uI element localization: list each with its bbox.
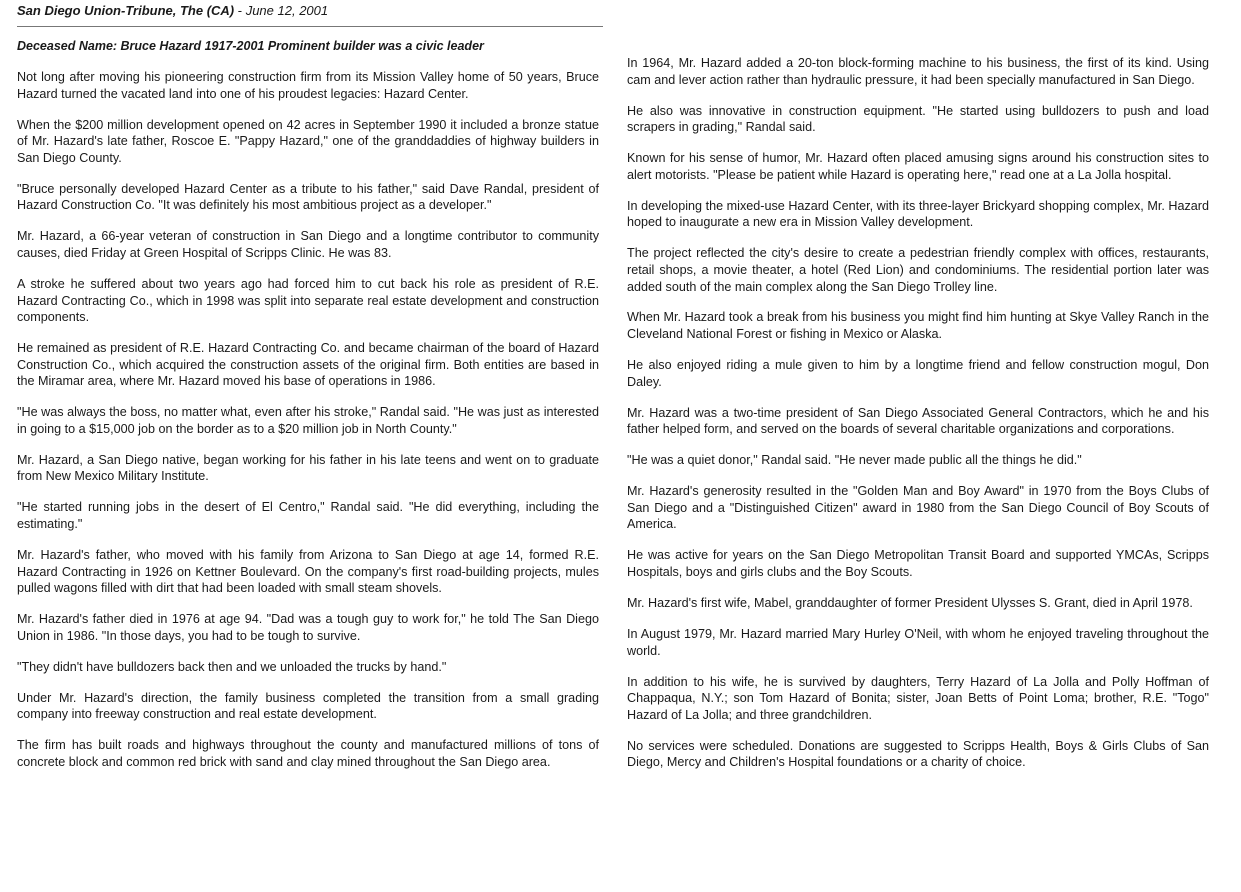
source-separator: - [234, 3, 246, 18]
right-column [627, 55, 1209, 785]
paragraph: In developing the mixed-use Hazard Center, with its three-layer Brickyard shopping complex, Mr. Hazard hoped to inaugurate a new era in Mission Valley development. [627, 198, 1209, 230]
left-column [17, 69, 599, 785]
publication-name: San Diego Union-Tribune, The (CA) [17, 3, 235, 18]
paragraph: He also was innovative in construction equipment. "He started using bulldozers to push and load scrapers in grading," Randal said. [627, 103, 1209, 135]
paragraph: He remained as president of R.E. Hazard Contracting Co. and became chairman of the board of Hazard Construction Co., which acquired the construction assets of the original firm. Both entities are based in the Miramar area, where Mr. Hazard moved his base of operations in 1986. [17, 341, 599, 389]
paragraph: "He was always the boss, no matter what, even after his stroke," Randal said. "He was just as interested in going to a $15,000 job on the border as to a $20 million job in North County." [17, 405, 599, 436]
paragraph: Mr. Hazard's father, who moved with his family from Arizona to San Diego at age 14, formed R.E. Hazard Contracting in 1926 on Kettner Boulevard. On the company's first road-building projects, mules pulled wagons filled with dirt that had been loaded with small steam shovels. [17, 547, 599, 596]
paragraph: Not long after moving his pioneering construction firm from its Mission Valley home of 50 years, Bruce Hazard turned the vacated land into one of his proudest legacies: Hazard Center. [17, 70, 599, 101]
paragraph: Mr. Hazard's father died in 1976 at age 94. "Dad was a tough guy to work for," he told The San Diego Union in 1986. "In those days, you had to be tough to survive. [17, 612, 599, 643]
paragraph: Under Mr. Hazard's direction, the family business completed the transition from a small grading company into freeway construction and real estate development. [17, 690, 599, 722]
article-headline: Deceased Name: Bruce Hazard 1917-2001 Prominent builder was a civic leader [17, 39, 484, 53]
paragraph: In addition to his wife, he is survived by daughters, Terry Hazard of La Jolla and Polly Hoffman of Chappaqua, N.Y.; son Tom Hazard of Bonita; sister, Joan Betts of Point Loma; brother, R.E. "Togo" Hazard of La Jolla; and three grandchildren. [627, 674, 1209, 722]
paragraph: Mr. Hazard was a two-time president of San Diego Associated General Contractors, which he and his father helped form, and served on the boards of several charitable organizations and corporations. [627, 405, 1209, 437]
paragraph: When Mr. Hazard took a break from his business you might find him hunting at Skye Valley Ranch in the Cleveland National Forest or fishing in Mexico or Alaska. [627, 310, 1209, 342]
paragraph: When the $200 million development opened on 42 acres in September 1990 it included a bronze statue of Mr. Hazard's late father, Roscoe E. "Pappy Hazard," one of the granddaddies of highway builders in San Diego County. [17, 117, 599, 165]
paragraph: "He was a quiet donor," Randal said. "He never made public all the things he did." [627, 453, 1082, 468]
source-line [17, 2, 603, 20]
paragraph: Mr. Hazard's generosity resulted in the "Golden Man and Boy Award" in 1970 from the Boys Clubs of San Diego and a "Distinguished Citizen" award in 1980 from the San Diego Council of Boy Scouts of America. [627, 484, 1209, 532]
paragraph: In August 1979, Mr. Hazard married Mary Hurley O'Neil, with whom he enjoyed traveling throughout the world. [627, 626, 1209, 658]
paragraph: "They didn't have bulldozers back then and we unloaded the trucks by hand." [17, 659, 447, 674]
paragraph: Mr. Hazard, a 66-year veteran of construction in San Diego and a longtime contributor to community causes, died Friday at Green Hospital of Scripps Clinic. He was 83. [17, 229, 599, 260]
paragraph: Known for his sense of humor, Mr. Hazard often placed amusing signs around his construction sites to alert motorists. "Please be patient while Hazard is operating here," read one at a La Jolla hospital. [627, 151, 1209, 182]
header-divider [17, 26, 603, 27]
paragraph: No services were scheduled. Donations are suggested to Scripps Health, Boys & Girls Clubs of San Diego, Mercy and Children's Hospital foundations or a charity of choice. [627, 738, 1209, 770]
paragraph: The project reflected the city's desire to create a pedestrian friendly complex with offices, restaurants, retail shops, a movie theater, a hotel (Red Lion) and condominiums. The residential portion later was added south of the main complex along the San Diego Trolley line. [627, 246, 1209, 294]
paragraph: He also enjoyed riding a mule given to him by a longtime friend and fellow construction mogul, Don Daley. [627, 358, 1209, 389]
paragraph: The firm has built roads and highways throughout the county and manufactured millions of tons of concrete block and common red brick with sand and clay mined throughout the San Diego area. [17, 738, 599, 769]
paragraph: "He started running jobs in the desert of El Centro," Randal said. "He did everything, including the estimating." [17, 500, 599, 531]
paragraph: Mr. Hazard's first wife, Mabel, granddaughter of former President Ulysses S. Grant, died in April 1978. [627, 595, 1193, 610]
paragraph: A stroke he suffered about two years ago had forced him to cut back his role as president of R.E. Hazard Contracting Co., which in 1998 was split into separate real estate development and construction components. [17, 276, 599, 325]
paragraph: "Bruce personally developed Hazard Center as a tribute to his father," said Dave Randal, president of Hazard Construction Co. "It was definitely his most ambitious project as a developer." [17, 181, 599, 213]
paragraph: In 1964, Mr. Hazard added a 20-ton block-forming machine to his business, the first of its kind. Using cam and lever action rather than hydraulic pressure, it had been specially manufactured in San Diego. [627, 56, 1209, 87]
paragraph: Mr. Hazard, a San Diego native, began working for his father in his late teens and went on to graduate from New Mexico Military Institute. [17, 452, 599, 484]
publication-date: June 12, 2001 [245, 3, 329, 18]
paragraph: He was active for years on the San Diego Metropolitan Transit Board and supported YMCAs, Scripps Hospitals, boys and girls clubs and the Boy Scouts. [627, 548, 1209, 579]
